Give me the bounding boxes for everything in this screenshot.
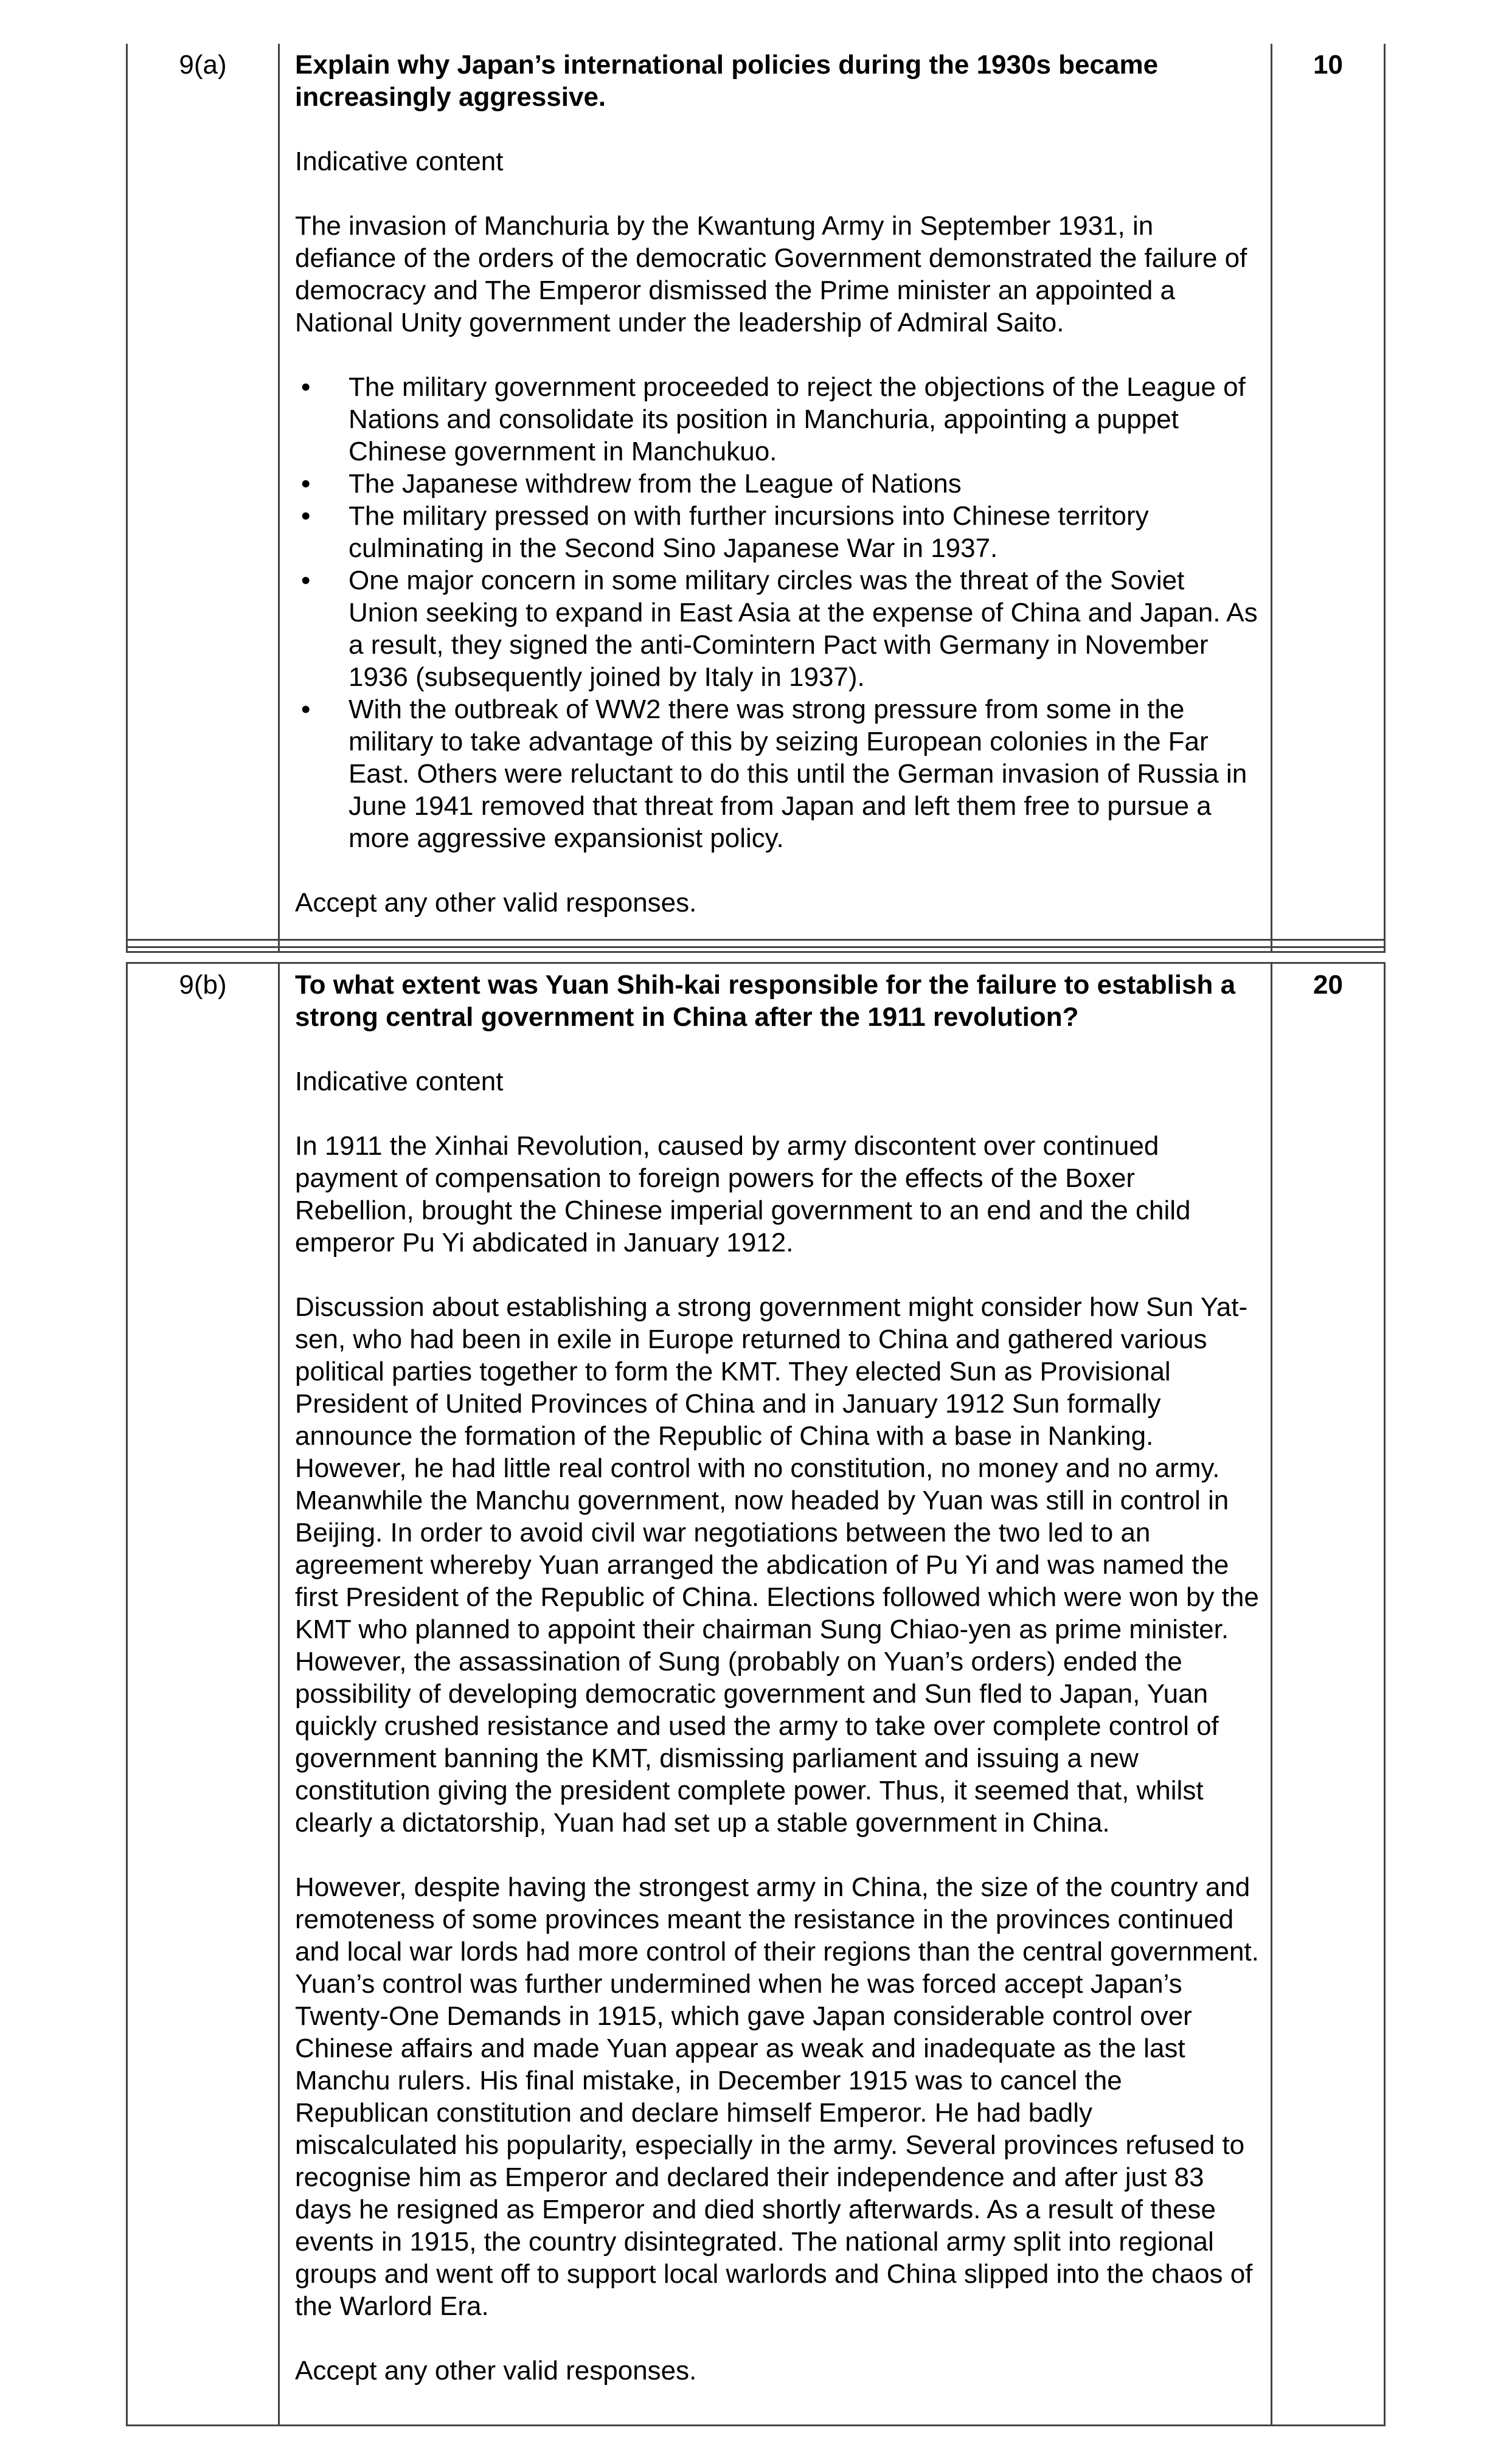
indicative-content-heading: Indicative content: [295, 1067, 504, 1096]
list-item: [301, 371, 1260, 468]
question-9b-table: [126, 962, 1386, 2426]
bullet-list: [295, 371, 1260, 854]
paragraph: Discussion about establishing a strong government might consider how Sun Yat-sen, who had been in exile in Europe returned to China and gathered various political parties together to form the KMT. They elected Sun as Provisional President of United Provinces of China and in January 1912 Sun formally announce the formation of the Republic of China with a base in Nanking. However, he had little real control with no constitution, no money and no army. Meanwhile the Manchu government, now headed by Yuan was still in control in Beijing. In order to avoid civil war negotiations between the two led to an agreement whereby Yuan arranged the abdication of Pu Yi and was named the first President of the Republic of China. Elections followed which were won by the KMT who planned to appoint their chairman Sung Chiao-yen as prime minister. However, the assassination of Sung (probably on Yuan’s orders) ended the possibility of developing democratic government and Sun fled to Japan, Yuan quickly crushed resistance and used the army to take over complete control of government banning the KMT, dismissing parliament and issuing a new constitution giving the president complete power. Thus, it seemed that, whilst clearly a dictatorship, Yuan had set up a stable government in China.: [295, 1292, 1259, 1838]
list-item: [301, 564, 1260, 693]
list-item: [301, 468, 1260, 500]
question-text: To what extent was Yuan Shih-kai responsible for the failure to establish a strong central government in China after the 1911 revolution?: [295, 970, 1236, 1032]
intro-paragraph: The invasion of Manchuria by the Kwantung Army in September 1931, in defiance of the orders of the democratic Government demonstrated the failure of democracy and The Emperor dismissed the Prime minister an appointed a National Unity government under the leadership of Admiral Saito.: [295, 211, 1247, 337]
list-item-text: The military pressed on with further incursions into Chinese territory culminating in the Second Sino Japanese War in 1937.: [349, 501, 1149, 563]
row-divider: [126, 946, 1384, 948]
question-text: Explain why Japan’s international policies during the 1930s became increasingly aggressive.: [295, 50, 1159, 112]
list-item: [301, 693, 1260, 854]
row-divider: [126, 939, 1384, 941]
paragraph: However, despite having the strongest army in China, the size of the country and remoteness of some provinces meant the resistance in the provinces continued and local war lords had more control of their regions than the central government. Yuan’s control was further undermined when he was forced accept Japan’s Twenty-One Demands in 1915, which gave Japan considerable control over Chinese affairs and made Yuan appear as weak and inadequate as the last Manchu rulers. His final mistake, in December 1915 was to cancel the Republican constitution and declare himself Emperor. He had badly miscalculated his popularity, especially in the army. Several provinces refused to recognise him as Emperor and declared their independence and after just 83 days he resigned as Emperor and died shortly afterwards. As a result of these events in 1915, the country disintegrated. The national army split into regional groups and went off to support local warlords and China slipped into the chaos of the Warlord Era.: [295, 1872, 1259, 2321]
list-item-text: The Japanese withdrew from the League of Nations: [349, 469, 962, 499]
question-9a-row: [127, 44, 1385, 952]
question-9b-row: [127, 963, 1385, 2426]
question-content: [279, 44, 1272, 952]
bullet-icon: •: [301, 694, 311, 724]
question-number: 9(b): [127, 963, 279, 2426]
bullet-icon: •: [301, 501, 311, 531]
list-item: [301, 500, 1260, 564]
indicative-content-heading: Indicative content: [295, 147, 504, 176]
list-item-text: The military government proceeded to reject the objections of the League of Nations and consolidate its position in Manchuria, appointing a puppet Chinese government in Manchukuo.: [349, 372, 1246, 466]
bullet-icon: •: [301, 566, 311, 595]
bullet-icon: •: [301, 469, 311, 499]
question-content: [279, 963, 1272, 2426]
list-item-text: With the outbreak of WW2 there was strong pressure from some in the military to take advantage of this by seizing European colonies in the Far East. Others were reluctant to do this until the German invasion of Russia in June 1941 removed that threat from Japan and left them free to pursue a more aggressive expansionist policy.: [349, 694, 1247, 853]
question-9a-table: [126, 44, 1386, 953]
list-item-text: One major concern in some military circles was the threat of the Soviet Union seeking to expand in East Asia at the expense of China and Japan. As a result, they signed the anti-Comintern Pact with Germany in November 1936 (subsequently joined by Italy in 1937).: [349, 566, 1258, 692]
accept-note: Accept any other valid responses.: [295, 888, 697, 918]
accept-note: Accept any other valid responses.: [295, 2356, 697, 2386]
question-number: 9(a): [127, 44, 279, 952]
marks-value: 10: [1272, 44, 1385, 952]
paragraph: In 1911 the Xinhai Revolution, caused by army discontent over continued payment of compensation to foreign powers for the effects of the Boxer Rebellion, brought the Chinese imperial government to an end and the child emperor Pu Yi abdicated in January 1912.: [295, 1131, 1191, 1258]
marks-value: 20: [1272, 963, 1385, 2426]
bullet-icon: •: [301, 372, 311, 402]
